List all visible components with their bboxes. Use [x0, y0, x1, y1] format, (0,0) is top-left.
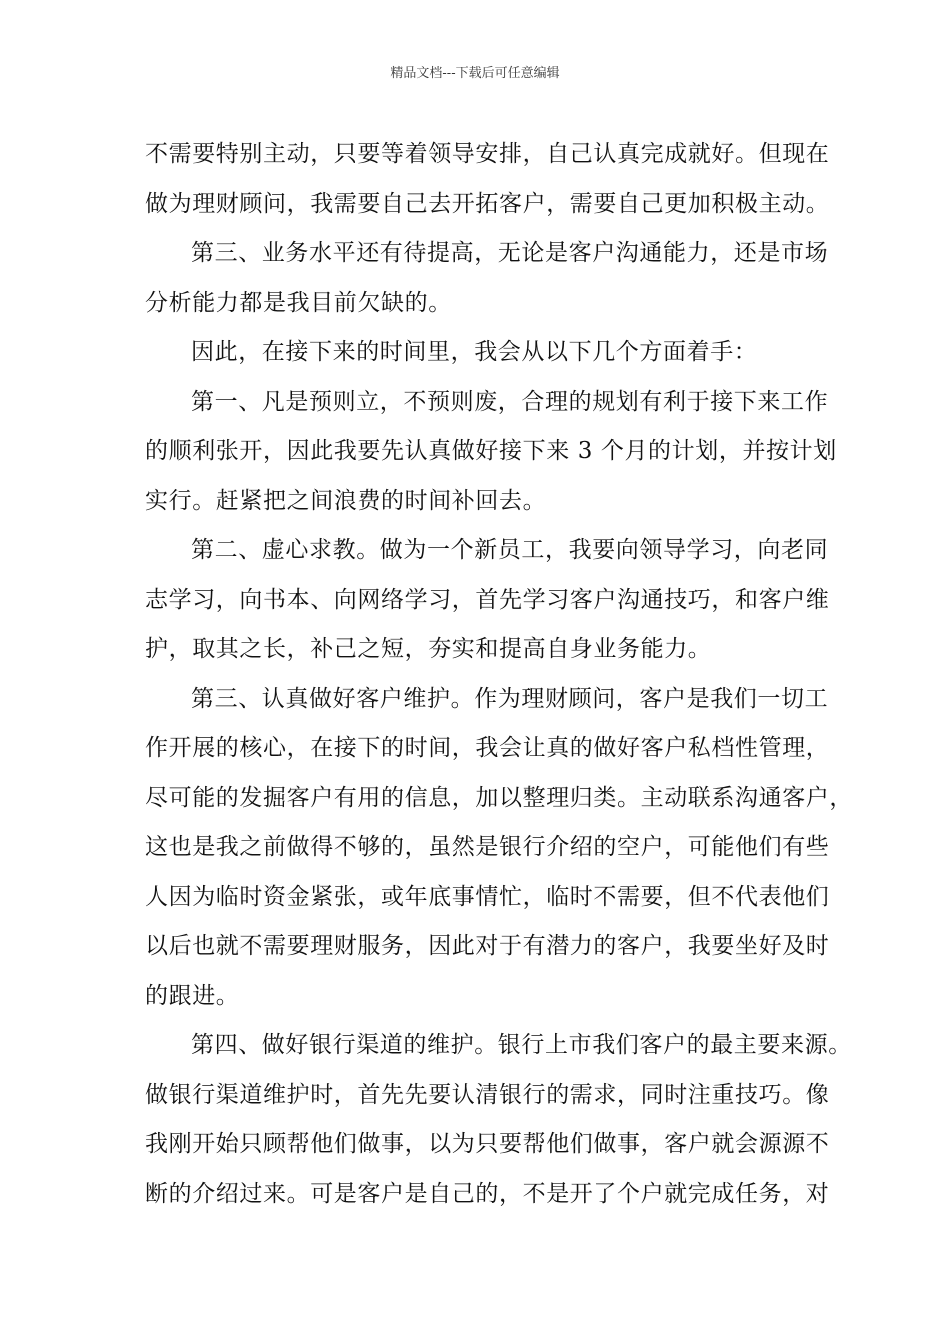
text-line: 因此，在接下来的时间里，我会从以下几个方面着手：	[191, 339, 758, 365]
text-line: 的顺利张开，因此我要先认真做好接下来 3 个月的计划，并按计划	[145, 438, 837, 464]
text-line: 我刚开始只顾帮他们做事，以为只要帮他们做事，客户就会源源不	[145, 1131, 830, 1157]
text-line: 分析能力都是我目前欠缺的。	[145, 289, 452, 316]
text-line: 第一、凡是预则立，不预则废，合理的规划有利于接下来工作	[191, 388, 829, 415]
text-line: 断的介绍过来。可是客户是自己的，不是开了个户就完成任务，对	[145, 1180, 830, 1207]
text-line: 护，取其之长，补己之短，夯实和提高自身业务能力。	[145, 636, 712, 662]
text-line: 实行。赶紧把之间浪费的时间补回去。	[145, 487, 547, 514]
text-line: 第四、做好银行渠道的维护。银行上市我们客户的最主要来源。	[191, 1032, 852, 1058]
text-line: 以后也就不需要理财服务，因此对于有潜力的客户，我要坐好及时	[145, 933, 830, 959]
text-line: 第三、业务水平还有待提高，无论是客户沟通能力，还是市场	[191, 240, 829, 266]
text-line: 这也是我之前做得不够的，虽然是银行介绍的空户，可能他们有些	[145, 834, 830, 860]
text-line: 的跟进。	[145, 982, 240, 1009]
text-line: 尽可能的发掘客户有用的信息，加以整理归类。主动联系沟通客户，	[145, 784, 853, 811]
text-line: 第三、认真做好客户维护。作为理财顾问，客户是我们一切工	[191, 685, 829, 712]
text-line: 做银行渠道维护时，首先先要认清银行的需求，同时注重技巧。像	[145, 1081, 830, 1108]
text-line: 不需要特别主动，只要等着领导安排，自己认真完成就好。但现在	[145, 141, 830, 167]
text-line: 作开展的核心，在接下的时间，我会让真的做好客户私档性管理，	[145, 735, 830, 761]
text-line: 志学习，向书本、向网络学习，首先学习客户沟通技巧，和客户维	[145, 586, 830, 613]
text-line: 做为理财顾问，我需要自己去开拓客户，需要自己更加积极主动。	[145, 190, 830, 217]
document-body	[145, 130, 853, 1219]
text-line: 第二、虚心求教。做为一个新员工，我要向领导学习，向老同	[191, 537, 829, 563]
page-header: 精品文档---下载后可任意编辑	[390, 66, 560, 81]
text-line: 人因为临时资金紧张，或年底事情忙，临时不需要，但不代表他们	[145, 883, 830, 910]
